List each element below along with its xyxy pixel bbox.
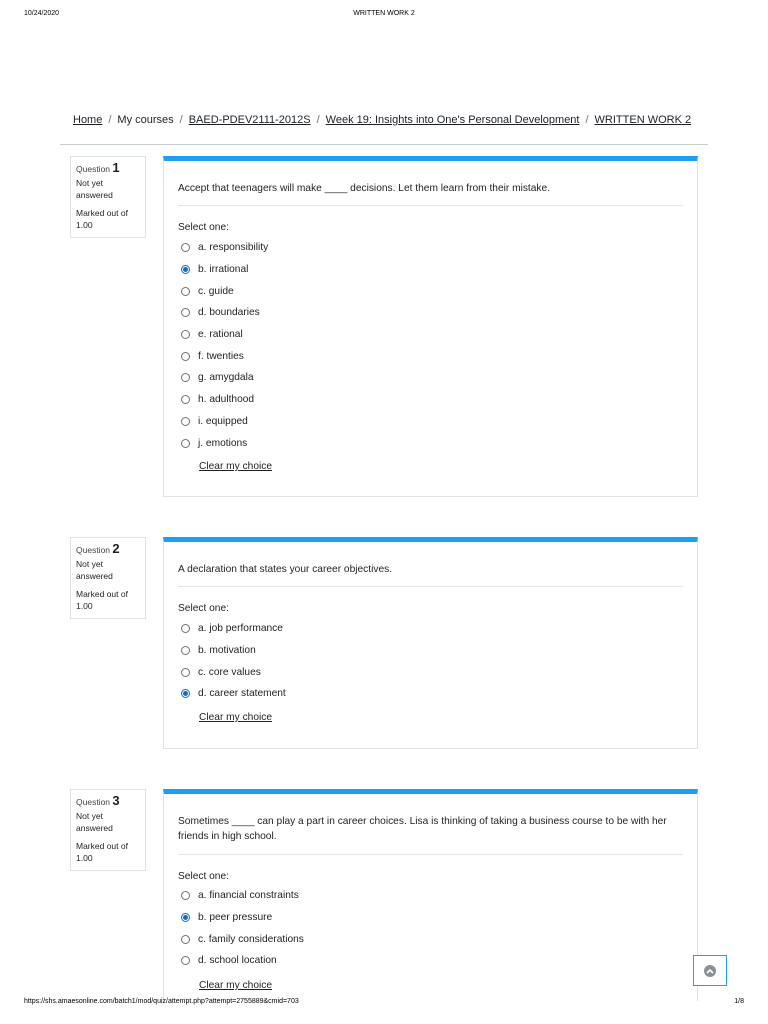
answer-option-label: b. irrational: [198, 264, 249, 276]
breadcrumb-separator: /: [585, 114, 589, 126]
breadcrumb-separator: /: [316, 114, 320, 126]
radio-button[interactable]: [181, 646, 190, 655]
answer-option-label: d. career statement: [198, 688, 286, 700]
answer-option-label: d. boundaries: [198, 307, 260, 319]
radio-button[interactable]: [181, 287, 190, 296]
answer-option-label: j. emotions: [198, 437, 248, 449]
answer-options: [181, 618, 683, 705]
breadcrumb-my-courses[interactable]: My courses: [117, 114, 174, 126]
question-grade: Marked out of 1.00: [76, 841, 128, 863]
answer-option-label: c. guide: [198, 285, 234, 297]
answer-option-label: b. motivation: [198, 645, 256, 657]
radio-button[interactable]: [181, 330, 190, 339]
answer-option[interactable]: [181, 683, 683, 705]
breadcrumb-quiz[interactable]: WRITTEN WORK 2: [594, 114, 692, 126]
answer-option[interactable]: [181, 367, 683, 389]
scroll-to-top-button[interactable]: [693, 955, 727, 986]
question-label: Question: [76, 545, 111, 555]
answer-option-label: f. twenties: [198, 350, 244, 362]
clear-choice-link[interactable]: Clear my choice: [199, 980, 273, 991]
answer-option-label: a. financial constraints: [198, 890, 299, 902]
radio-button[interactable]: [181, 243, 190, 252]
breadcrumb-week[interactable]: Week 19: Insights into One's Personal Development: [325, 114, 580, 126]
select-one-label: Select one:: [178, 222, 229, 233]
breadcrumb: [73, 114, 708, 126]
radio-button[interactable]: [181, 395, 190, 404]
answer-option-label: b. peer pressure: [198, 912, 273, 924]
answer-option[interactable]: [181, 302, 683, 324]
clear-choice-link[interactable]: Clear my choice: [199, 712, 273, 723]
answer-option[interactable]: [181, 950, 683, 972]
answer-option-label: d. school location: [198, 955, 277, 967]
answer-option[interactable]: [181, 618, 683, 640]
question-state: Not yet answered: [76, 559, 113, 581]
answer-options: [181, 885, 683, 972]
breadcrumb-separator: /: [179, 114, 183, 126]
question-content-3: [163, 789, 698, 1001]
question-text: Accept that teenagers will make ____ decisions. Let them learn from their mistake.: [178, 183, 551, 194]
select-one-label: Select one:: [178, 603, 229, 614]
radio-button[interactable]: [181, 265, 190, 274]
answer-option-label: a. responsibility: [198, 242, 269, 254]
question-number-value: 1: [112, 160, 120, 175]
breadcrumb-course[interactable]: BAED-PDEV2111-2012S: [188, 114, 311, 126]
answer-option[interactable]: [181, 640, 683, 662]
print-url: https://shs.amaesonline.com/batch1/mod/quiz/attempt.php?attempt=2755889&cmid=703: [24, 998, 299, 1005]
print-title: WRITTEN WORK 2: [353, 10, 415, 17]
question-text: A declaration that states your career objectives.: [178, 564, 393, 575]
radio-button[interactable]: [181, 417, 190, 426]
answer-option[interactable]: [181, 885, 683, 907]
answer-option[interactable]: [181, 345, 683, 367]
question-info-2: [70, 537, 146, 619]
answer-options: [181, 237, 683, 454]
radio-button[interactable]: [181, 913, 190, 922]
clear-choice-link[interactable]: Clear my choice: [199, 461, 273, 472]
radio-button[interactable]: [181, 956, 190, 965]
radio-button[interactable]: [181, 689, 190, 698]
print-page-number: 1/8: [734, 998, 744, 1005]
radio-button[interactable]: [181, 308, 190, 317]
print-footer: [24, 998, 744, 1010]
answer-option-label: i. equipped: [198, 415, 248, 427]
answer-option-label: g. amygdala: [198, 372, 254, 384]
answer-option[interactable]: [181, 928, 683, 950]
question-divider: [178, 205, 683, 206]
answer-option[interactable]: [181, 661, 683, 683]
question-state: Not yet answered: [76, 811, 113, 833]
answer-option[interactable]: [181, 432, 683, 454]
question-info-3: [70, 789, 146, 871]
question-label: Question: [76, 164, 111, 174]
breadcrumb-home[interactable]: Home: [73, 114, 103, 126]
answer-option[interactable]: [181, 237, 683, 259]
question-number-value: 3: [112, 793, 120, 808]
question-divider: [178, 854, 683, 855]
answer-option[interactable]: [181, 411, 683, 433]
answer-option[interactable]: [181, 907, 683, 929]
chevron-up-icon: [704, 965, 716, 977]
answer-option-label: a. job performance: [198, 623, 283, 635]
breadcrumb-separator: /: [108, 114, 112, 126]
print-header: [24, 10, 744, 22]
print-date: 10/24/2020: [24, 10, 60, 17]
question-label: Question: [76, 797, 111, 807]
radio-button[interactable]: [181, 891, 190, 900]
question-grade: Marked out of 1.00: [76, 589, 128, 611]
radio-button[interactable]: [181, 624, 190, 633]
radio-button[interactable]: [181, 352, 190, 361]
question-number-value: 2: [112, 541, 120, 556]
answer-option-label: c. family considerations: [198, 933, 304, 945]
radio-button[interactable]: [181, 668, 190, 677]
answer-option-label: h. adulthood: [198, 394, 255, 406]
question-number: [76, 795, 140, 808]
question-state: Not yet answered: [76, 178, 113, 200]
question-number: [76, 543, 140, 556]
question-number: [76, 162, 140, 175]
question-info-1: [70, 156, 146, 238]
answer-option[interactable]: [181, 280, 683, 302]
radio-button[interactable]: [181, 373, 190, 382]
answer-option[interactable]: [181, 259, 683, 281]
radio-button[interactable]: [181, 935, 190, 944]
question-content-1: [163, 156, 698, 497]
breadcrumb-divider: [60, 144, 708, 145]
question-grade: Marked out of 1.00: [76, 208, 128, 230]
radio-button[interactable]: [181, 439, 190, 448]
answer-option-label: c. core values: [198, 666, 261, 678]
answer-option[interactable]: [181, 389, 683, 411]
question-divider: [178, 586, 683, 587]
question-text: Sometimes ____ can play a part in career choices. Lisa is thinking of taking a business course to be with her friends in high school.: [178, 816, 667, 842]
answer-option[interactable]: [181, 324, 683, 346]
answer-option-label: e. rational: [198, 329, 243, 341]
select-one-label: Select one:: [178, 871, 229, 882]
question-content-2: [163, 537, 698, 749]
